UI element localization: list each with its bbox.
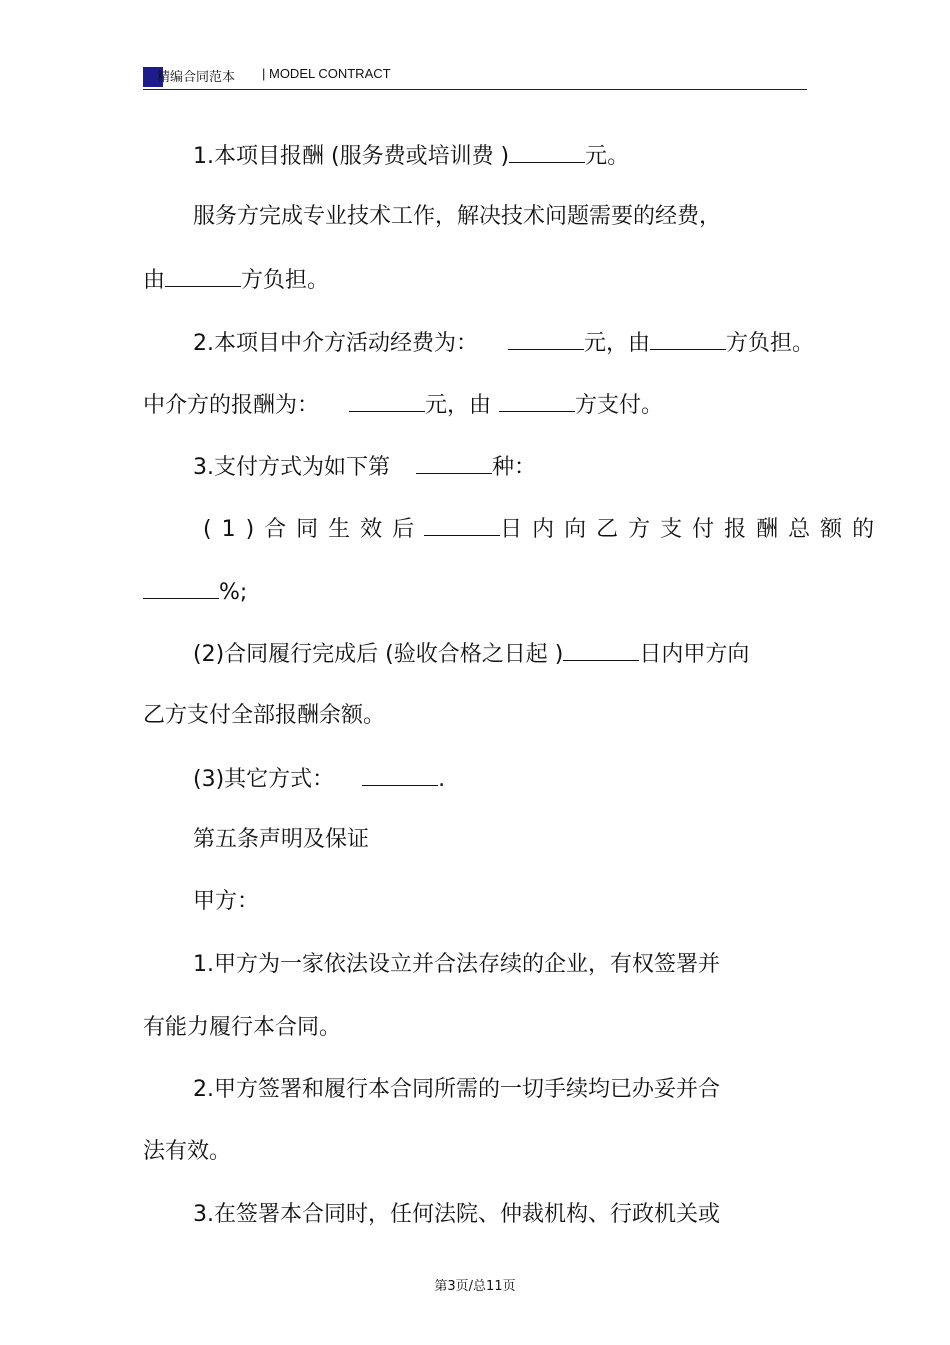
- paragraph-6: 3.支付方式为如下第 种：: [193, 451, 536, 483]
- fill-blank: [143, 576, 219, 599]
- header-subtitle: | MODEL CONTRACT: [262, 66, 391, 81]
- paragraph-5: 中介方的报酬为： 元，由 方支付。: [143, 389, 663, 421]
- section-heading: 第五条声明及保证: [193, 827, 370, 852]
- paragraph-1: 1.本项目报酬 (服务费或培训费 ) 元。: [193, 140, 629, 172]
- paragraph-11: (3)其它方式： .: [193, 763, 445, 795]
- fill-blank: [362, 763, 438, 786]
- paragraph-14: 1.甲方为一家依法设立并合法存续的企业，有权签署并: [193, 952, 720, 977]
- paragraph-3: 由 方负担。: [143, 264, 329, 296]
- fill-blank: [349, 389, 425, 412]
- paragraph-9: (2)合同履行完成后 (验收合格之日起 ) 日内甲方向: [193, 638, 749, 670]
- paragraph-15: 有能力履行本合同。: [143, 1015, 342, 1040]
- fill-blank: [499, 389, 575, 412]
- page-header: [143, 62, 807, 90]
- paragraph-7: (1)合同生效后 日内向乙方支付报酬总额的: [203, 513, 884, 545]
- party-label: 甲方：: [193, 889, 260, 914]
- paragraph-17: 法有效。: [143, 1139, 232, 1164]
- fill-blank: [416, 451, 492, 474]
- paragraph-18: 3.在签署本合同时，任何法院、仲裁机构、行政机关或: [193, 1202, 720, 1227]
- paragraph-2: 服务方完成专业技术工作，解决技术问题需要的经费，: [193, 204, 722, 229]
- fill-blank: [509, 140, 585, 163]
- paragraph-16: 2.甲方签署和履行本合同所需的一切手续均已办妥并合: [193, 1077, 720, 1102]
- fill-blank: [650, 327, 726, 350]
- fill-blank: [424, 513, 500, 536]
- fill-blank: [563, 638, 639, 661]
- fill-blank: [165, 264, 241, 287]
- header-title: 精编合同范本: [157, 70, 236, 85]
- paragraph-10: 乙方支付全部报酬余额。: [143, 703, 386, 728]
- paragraph-8: %;: [143, 576, 247, 608]
- paragraph-4: 2.本项目中介方活动经费为： 元，由 方负担。: [193, 327, 814, 359]
- fill-blank: [508, 327, 584, 350]
- page-number: 第3页/总11页: [434, 1279, 516, 1294]
